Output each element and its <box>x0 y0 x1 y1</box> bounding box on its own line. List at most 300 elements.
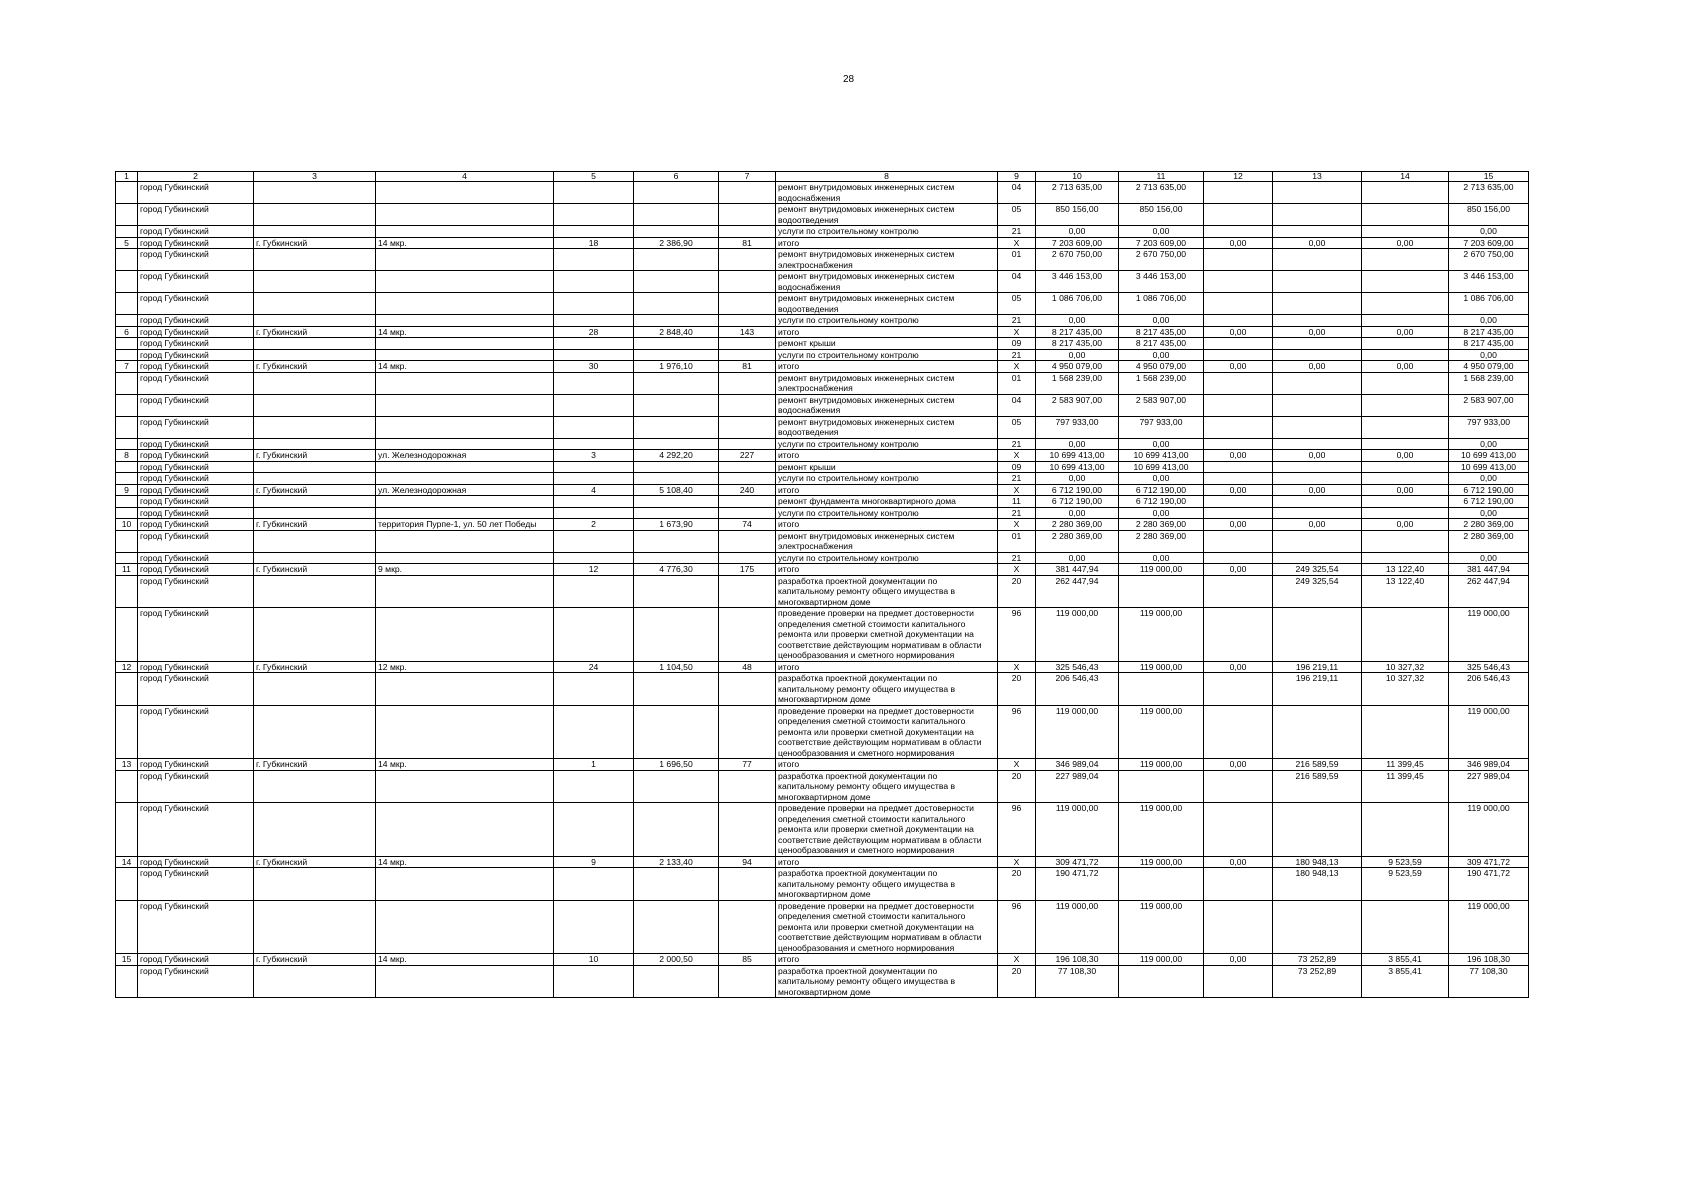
table-cell-col-12 <box>1204 965 1273 998</box>
table-cell-col-6: 5 108,40 <box>634 484 719 496</box>
table-cell-col-1 <box>116 394 138 416</box>
table-cell-col-12 <box>1204 226 1273 238</box>
table-cell-col-13 <box>1273 226 1362 238</box>
table-cell-col-6 <box>634 394 719 416</box>
table-cell-col-9: 11 <box>998 496 1036 508</box>
table-cell-col-2: город Губкинский <box>138 759 254 771</box>
table-cell-col-9: 05 <box>998 293 1036 315</box>
table-cell-col-9: 20 <box>998 673 1036 706</box>
table-cell-col-8: итого <box>776 564 998 576</box>
column-number-2: 2 <box>138 172 254 182</box>
table-cell-col-5 <box>554 338 634 350</box>
table-cell-col-12 <box>1204 552 1273 564</box>
table-cell-col-12: 0,00 <box>1204 361 1273 373</box>
table-cell-col-14: 3 855,41 <box>1362 965 1449 998</box>
table-cell-col-6 <box>634 575 719 608</box>
table-cell-col-5: 12 <box>554 564 634 576</box>
table-cell-col-8: проведение проверки на предмет достоверности определения сметной стоимости капитального ремонта или проверки сметной документации на соответствие действующим нормативам в области ценообразования и сметного нормирования <box>776 608 998 662</box>
table-cell-col-4 <box>376 608 554 662</box>
table-cell-col-3 <box>254 226 376 238</box>
table-cell-col-15: 0,00 <box>1449 315 1529 327</box>
table-cell-col-11 <box>1119 770 1204 803</box>
table-cell-col-14 <box>1362 315 1449 327</box>
table-row <box>116 182 1529 204</box>
table-cell-col-3 <box>254 182 376 204</box>
table-cell-col-5: 2 <box>554 519 634 531</box>
table-cell-col-11: 119 000,00 <box>1119 564 1204 576</box>
table-cell-col-8: разработка проектной документации по капитальному ремонту общего имущества в многоквартирном доме <box>776 965 998 998</box>
table-cell-col-4 <box>376 552 554 564</box>
table-cell-col-7 <box>719 372 776 394</box>
table-cell-col-9: 21 <box>998 315 1036 327</box>
table-cell-col-13 <box>1273 315 1362 327</box>
table-cell-col-15: 0,00 <box>1449 473 1529 485</box>
table-cell-col-14 <box>1362 705 1449 759</box>
column-number-4: 4 <box>376 172 554 182</box>
table-cell-col-3 <box>254 705 376 759</box>
table-cell-col-4 <box>376 338 554 350</box>
table-cell-col-15: 4 950 079,00 <box>1449 361 1529 373</box>
table-cell-col-10: 190 471,72 <box>1036 868 1119 901</box>
table-cell-col-8: ремонт крыши <box>776 338 998 350</box>
table-cell-col-3: г. Губкинский <box>254 954 376 966</box>
table-cell-col-10: 3 446 153,00 <box>1036 271 1119 293</box>
table-row <box>116 372 1529 394</box>
table-cell-col-11: 2 670 750,00 <box>1119 249 1204 271</box>
table-cell-col-11: 119 000,00 <box>1119 705 1204 759</box>
table-cell-col-3 <box>254 496 376 508</box>
table-cell-col-14 <box>1362 338 1449 350</box>
table-cell-col-9: 01 <box>998 372 1036 394</box>
table-cell-col-14: 0,00 <box>1362 237 1449 249</box>
table-row <box>116 226 1529 238</box>
table-cell-col-2: город Губкинский <box>138 673 254 706</box>
table-cell-col-15: 206 546,43 <box>1449 673 1529 706</box>
table-cell-col-8: ремонт внутридомовых инженерных систем электроснабжения <box>776 249 998 271</box>
table-cell-col-7: 85 <box>719 954 776 966</box>
table-cell-col-2: город Губкинский <box>138 182 254 204</box>
table-cell-col-15: 8 217 435,00 <box>1449 338 1529 350</box>
table-cell-col-3: г. Губкинский <box>254 237 376 249</box>
table-cell-col-14 <box>1362 507 1449 519</box>
table-cell-col-12 <box>1204 372 1273 394</box>
table-cell-col-1 <box>116 803 138 857</box>
table-cell-col-15: 0,00 <box>1449 507 1529 519</box>
table-cell-col-9: X <box>998 759 1036 771</box>
table-cell-col-4: 14 мкр. <box>376 237 554 249</box>
table-cell-col-8: итого <box>776 361 998 373</box>
table-cell-col-14: 0,00 <box>1362 450 1449 462</box>
table-cell-col-13 <box>1273 271 1362 293</box>
table-cell-col-12 <box>1204 293 1273 315</box>
table-cell-col-15: 77 108,30 <box>1449 965 1529 998</box>
table-cell-col-4: территория Пурпе-1, ул. 50 лет Победы <box>376 519 554 531</box>
table-cell-col-8: ремонт крыши <box>776 461 998 473</box>
table-cell-col-1 <box>116 868 138 901</box>
table-cell-col-14 <box>1362 293 1449 315</box>
table-cell-col-8: проведение проверки на предмет достоверности определения сметной стоимости капитального ремонта или проверки сметной документации на соответствие действующим нормативам в области ценообразования и сметного нормирования <box>776 803 998 857</box>
table-cell-col-11: 2 583 907,00 <box>1119 394 1204 416</box>
table-cell-col-9: 21 <box>998 507 1036 519</box>
table-cell-col-5 <box>554 204 634 226</box>
table-row <box>116 496 1529 508</box>
table-cell-col-6: 1 696,50 <box>634 759 719 771</box>
table-cell-col-7 <box>719 271 776 293</box>
table-cell-col-1: 7 <box>116 361 138 373</box>
table-cell-col-12 <box>1204 438 1273 450</box>
table-cell-col-10: 196 108,30 <box>1036 954 1119 966</box>
table-cell-col-6: 2 386,90 <box>634 237 719 249</box>
table-cell-col-9: 21 <box>998 438 1036 450</box>
table-cell-col-12: 0,00 <box>1204 954 1273 966</box>
table-row <box>116 473 1529 485</box>
table-cell-col-5 <box>554 705 634 759</box>
table-cell-col-15: 1 568 239,00 <box>1449 372 1529 394</box>
table-cell-col-10: 8 217 435,00 <box>1036 326 1119 338</box>
table-cell-col-8: итого <box>776 484 998 496</box>
table-cell-col-14: 10 327,32 <box>1362 661 1449 673</box>
table-cell-col-4 <box>376 900 554 954</box>
table-cell-col-5 <box>554 673 634 706</box>
table-cell-col-10: 325 546,43 <box>1036 661 1119 673</box>
table-cell-col-13: 249 325,54 <box>1273 575 1362 608</box>
table-cell-col-10: 2 583 907,00 <box>1036 394 1119 416</box>
table-cell-col-6 <box>634 204 719 226</box>
table-row <box>116 484 1529 496</box>
table-cell-col-2: город Губкинский <box>138 661 254 673</box>
table-cell-col-10: 2 713 635,00 <box>1036 182 1119 204</box>
table-cell-col-1 <box>116 372 138 394</box>
table-cell-col-6 <box>634 673 719 706</box>
table-cell-col-5: 10 <box>554 954 634 966</box>
table-cell-col-10: 0,00 <box>1036 473 1119 485</box>
table-cell-col-2: город Губкинский <box>138 438 254 450</box>
table-cell-col-12 <box>1204 394 1273 416</box>
table-cell-col-11 <box>1119 575 1204 608</box>
table-cell-col-11 <box>1119 673 1204 706</box>
column-number-6: 6 <box>634 172 719 182</box>
column-number-header-row <box>116 172 1529 182</box>
table-cell-col-7 <box>719 182 776 204</box>
table-cell-col-9: 96 <box>998 803 1036 857</box>
table-cell-col-6 <box>634 770 719 803</box>
table-cell-col-7 <box>719 507 776 519</box>
table-cell-col-9: 96 <box>998 705 1036 759</box>
table-cell-col-14 <box>1362 372 1449 394</box>
table-cell-col-12 <box>1204 338 1273 350</box>
table-cell-col-2: город Губкинский <box>138 507 254 519</box>
table-cell-col-3 <box>254 338 376 350</box>
table-cell-col-1: 14 <box>116 856 138 868</box>
column-number-14: 14 <box>1362 172 1449 182</box>
table-cell-col-9: 04 <box>998 271 1036 293</box>
table-cell-col-13 <box>1273 438 1362 450</box>
table-cell-col-1 <box>116 461 138 473</box>
table-cell-col-12 <box>1204 530 1273 552</box>
table-cell-col-12 <box>1204 182 1273 204</box>
table-cell-col-7 <box>719 770 776 803</box>
table-cell-col-13 <box>1273 496 1362 508</box>
table-cell-col-5: 3 <box>554 450 634 462</box>
table-cell-col-5 <box>554 803 634 857</box>
table-cell-col-14: 11 399,45 <box>1362 770 1449 803</box>
table-cell-col-14 <box>1362 900 1449 954</box>
table-cell-col-4 <box>376 461 554 473</box>
table-row <box>116 661 1529 673</box>
table-cell-col-3 <box>254 575 376 608</box>
column-number-7: 7 <box>719 172 776 182</box>
table-cell-col-15: 0,00 <box>1449 552 1529 564</box>
table-cell-col-1: 15 <box>116 954 138 966</box>
table-cell-col-15: 6 712 190,00 <box>1449 484 1529 496</box>
table-cell-col-3 <box>254 552 376 564</box>
table-cell-col-5: 1 <box>554 759 634 771</box>
table-cell-col-5: 24 <box>554 661 634 673</box>
table-cell-col-11: 119 000,00 <box>1119 856 1204 868</box>
table-cell-col-3: г. Губкинский <box>254 856 376 868</box>
table-cell-col-5: 18 <box>554 237 634 249</box>
column-number-15: 15 <box>1449 172 1529 182</box>
table-row <box>116 575 1529 608</box>
table-cell-col-2: город Губкинский <box>138 338 254 350</box>
table-cell-col-4 <box>376 496 554 508</box>
table-cell-col-15: 262 447,94 <box>1449 575 1529 608</box>
table-cell-col-3: г. Губкинский <box>254 564 376 576</box>
table-cell-col-5 <box>554 530 634 552</box>
table-cell-col-6 <box>634 349 719 361</box>
table-cell-col-2: город Губкинский <box>138 496 254 508</box>
table-row <box>116 450 1529 462</box>
table-cell-col-7 <box>719 438 776 450</box>
table-cell-col-2: город Губкинский <box>138 461 254 473</box>
table-cell-col-10: 797 933,00 <box>1036 416 1119 438</box>
table-cell-col-14 <box>1362 182 1449 204</box>
table-cell-col-2: город Губкинский <box>138 519 254 531</box>
table-cell-col-2: город Губкинский <box>138 770 254 803</box>
table-cell-col-10: 381 447,94 <box>1036 564 1119 576</box>
table-cell-col-7 <box>719 530 776 552</box>
table-cell-col-13: 180 948,13 <box>1273 856 1362 868</box>
table-cell-col-2: город Губкинский <box>138 705 254 759</box>
table-cell-col-14 <box>1362 416 1449 438</box>
table-cell-col-12 <box>1204 868 1273 901</box>
table-cell-col-13 <box>1273 608 1362 662</box>
table-cell-col-5 <box>554 461 634 473</box>
table-cell-col-7: 77 <box>719 759 776 771</box>
table-cell-col-1 <box>116 338 138 350</box>
table-cell-col-15: 10 699 413,00 <box>1449 450 1529 462</box>
table-cell-col-7: 227 <box>719 450 776 462</box>
table-cell-col-11: 7 203 609,00 <box>1119 237 1204 249</box>
table-row <box>116 519 1529 531</box>
table-cell-col-11: 0,00 <box>1119 226 1204 238</box>
table-cell-col-2: город Губкинский <box>138 965 254 998</box>
table-cell-col-10: 0,00 <box>1036 349 1119 361</box>
table-cell-col-3 <box>254 965 376 998</box>
page-number: 28 <box>842 74 855 85</box>
table-cell-col-7 <box>719 249 776 271</box>
table-row <box>116 204 1529 226</box>
table-cell-col-4: ул. Железнодорожная <box>376 484 554 496</box>
column-number-9: 9 <box>998 172 1036 182</box>
table-cell-col-13 <box>1273 293 1362 315</box>
table-cell-col-8: ремонт фундамента многоквартирного дома <box>776 496 998 508</box>
table-cell-col-13: 0,00 <box>1273 237 1362 249</box>
column-number-10: 10 <box>1036 172 1119 182</box>
table-cell-col-8: ремонт внутридомовых инженерных систем электроснабжения <box>776 372 998 394</box>
table-cell-col-14 <box>1362 394 1449 416</box>
table-cell-col-9: 96 <box>998 900 1036 954</box>
table-cell-col-10: 10 699 413,00 <box>1036 450 1119 462</box>
table-cell-col-5 <box>554 473 634 485</box>
table-cell-col-6: 2 848,40 <box>634 326 719 338</box>
table-cell-col-5 <box>554 349 634 361</box>
table-cell-col-3 <box>254 349 376 361</box>
table-row <box>116 673 1529 706</box>
table-body <box>116 182 1529 998</box>
table-cell-col-3: г. Губкинский <box>254 484 376 496</box>
table-cell-col-7 <box>719 226 776 238</box>
table-cell-col-14 <box>1362 271 1449 293</box>
table-cell-col-7 <box>719 461 776 473</box>
table-cell-col-13: 0,00 <box>1273 361 1362 373</box>
table-cell-col-14 <box>1362 226 1449 238</box>
table-cell-col-4: 9 мкр. <box>376 564 554 576</box>
table-cell-col-13 <box>1273 182 1362 204</box>
table-cell-col-6 <box>634 438 719 450</box>
table-cell-col-3 <box>254 394 376 416</box>
table-cell-col-4 <box>376 438 554 450</box>
table-cell-col-11: 0,00 <box>1119 507 1204 519</box>
table-cell-col-11: 119 000,00 <box>1119 661 1204 673</box>
table-cell-col-10: 8 217 435,00 <box>1036 338 1119 350</box>
table-cell-col-9: 21 <box>998 473 1036 485</box>
table-cell-col-3 <box>254 868 376 901</box>
table-row <box>116 438 1529 450</box>
table-cell-col-1 <box>116 271 138 293</box>
table-cell-col-13 <box>1273 530 1362 552</box>
table-cell-col-1 <box>116 900 138 954</box>
table-cell-col-5: 9 <box>554 856 634 868</box>
table-cell-col-14 <box>1362 496 1449 508</box>
table-cell-col-9: 21 <box>998 552 1036 564</box>
table-cell-col-6 <box>634 868 719 901</box>
table-cell-col-15: 1 086 706,00 <box>1449 293 1529 315</box>
table-cell-col-5 <box>554 416 634 438</box>
table-cell-col-13: 216 589,59 <box>1273 770 1362 803</box>
table-cell-col-6 <box>634 705 719 759</box>
table-cell-col-6: 2 133,40 <box>634 856 719 868</box>
table-cell-col-15: 2 670 750,00 <box>1449 249 1529 271</box>
table-cell-col-14: 9 523,59 <box>1362 868 1449 901</box>
table-cell-col-11: 119 000,00 <box>1119 759 1204 771</box>
table-cell-col-2: город Губкинский <box>138 575 254 608</box>
table-cell-col-8: ремонт внутридомовых инженерных систем водоснабжения <box>776 182 998 204</box>
table-cell-col-3 <box>254 438 376 450</box>
table-cell-col-3 <box>254 293 376 315</box>
table-cell-col-9: 20 <box>998 770 1036 803</box>
table-cell-col-1 <box>116 349 138 361</box>
table-cell-col-13: 73 252,89 <box>1273 965 1362 998</box>
table-cell-col-9: X <box>998 237 1036 249</box>
table-cell-col-2: город Губкинский <box>138 954 254 966</box>
table-cell-col-10: 119 000,00 <box>1036 608 1119 662</box>
table-cell-col-1: 8 <box>116 450 138 462</box>
table-cell-col-15: 381 447,94 <box>1449 564 1529 576</box>
table-cell-col-4: ул. Железнодорожная <box>376 450 554 462</box>
table-cell-col-9: 04 <box>998 182 1036 204</box>
table-cell-col-2: город Губкинский <box>138 237 254 249</box>
table-cell-col-13 <box>1273 349 1362 361</box>
table-cell-col-10: 1 568 239,00 <box>1036 372 1119 394</box>
table-cell-col-6 <box>634 803 719 857</box>
table-cell-col-2: город Губкинский <box>138 315 254 327</box>
table-cell-col-9: X <box>998 326 1036 338</box>
table-cell-col-15: 6 712 190,00 <box>1449 496 1529 508</box>
table-row <box>116 349 1529 361</box>
table-cell-col-12 <box>1204 473 1273 485</box>
table-cell-col-3 <box>254 204 376 226</box>
table-cell-col-1: 5 <box>116 237 138 249</box>
table-cell-col-12 <box>1204 496 1273 508</box>
table-cell-col-5 <box>554 900 634 954</box>
table-cell-col-9: X <box>998 484 1036 496</box>
table-cell-col-4 <box>376 507 554 519</box>
table-cell-col-4: 14 мкр. <box>376 954 554 966</box>
table-cell-col-8: ремонт внутридомовых инженерных систем водоотведения <box>776 416 998 438</box>
table-cell-col-1 <box>116 608 138 662</box>
table-cell-col-11: 119 000,00 <box>1119 954 1204 966</box>
table-cell-col-15: 119 000,00 <box>1449 705 1529 759</box>
table-cell-col-3 <box>254 315 376 327</box>
table-cell-col-10: 119 000,00 <box>1036 900 1119 954</box>
table-row <box>116 293 1529 315</box>
table-cell-col-7: 48 <box>719 661 776 673</box>
table-cell-col-11: 8 217 435,00 <box>1119 326 1204 338</box>
table-cell-col-6 <box>634 182 719 204</box>
table-cell-col-8: разработка проектной документации по капитальному ремонту общего имущества в многоквартирном доме <box>776 868 998 901</box>
table-row <box>116 954 1529 966</box>
table-row <box>116 394 1529 416</box>
table-cell-col-4: 14 мкр. <box>376 326 554 338</box>
table-cell-col-4 <box>376 293 554 315</box>
table-cell-col-11: 797 933,00 <box>1119 416 1204 438</box>
table-cell-col-2: город Губкинский <box>138 608 254 662</box>
table-cell-col-9: 01 <box>998 530 1036 552</box>
table-cell-col-11: 2 280 369,00 <box>1119 530 1204 552</box>
table-cell-col-5 <box>554 182 634 204</box>
table-cell-col-10: 0,00 <box>1036 226 1119 238</box>
table-cell-col-4 <box>376 770 554 803</box>
table-cell-col-5 <box>554 438 634 450</box>
table-cell-col-3 <box>254 416 376 438</box>
table-row <box>116 507 1529 519</box>
table-cell-col-11: 0,00 <box>1119 552 1204 564</box>
table-cell-col-9: 09 <box>998 338 1036 350</box>
table-cell-col-15: 8 217 435,00 <box>1449 326 1529 338</box>
table-cell-col-5 <box>554 608 634 662</box>
table-cell-col-14 <box>1362 552 1449 564</box>
table-cell-col-2: город Губкинский <box>138 868 254 901</box>
table-cell-col-8: ремонт внутридомовых инженерных систем водоотведения <box>776 204 998 226</box>
table-cell-col-4 <box>376 705 554 759</box>
table-cell-col-4 <box>376 673 554 706</box>
table-cell-col-10: 6 712 190,00 <box>1036 496 1119 508</box>
table-cell-col-5: 28 <box>554 326 634 338</box>
table-cell-col-2: город Губкинский <box>138 416 254 438</box>
table-cell-col-10: 309 471,72 <box>1036 856 1119 868</box>
table-cell-col-5 <box>554 372 634 394</box>
